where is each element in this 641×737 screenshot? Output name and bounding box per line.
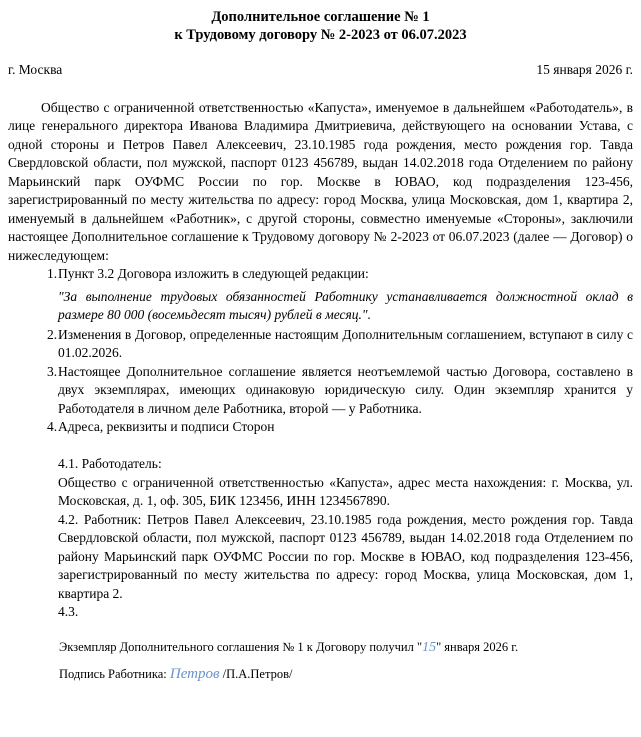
receipt-line <box>59 638 633 657</box>
clause-number: 4. <box>47 419 58 434</box>
doc-title-line1: Дополнительное соглашение № 1 <box>211 9 430 25</box>
employer-heading: 4.1. Работодатель: <box>58 456 162 471</box>
clause-item-2 <box>8 326 633 363</box>
receipt-text-before: Экземпляр Дополнительного соглашения № 1 к Договору получил " <box>59 639 423 654</box>
clause-item-3 <box>8 363 633 419</box>
employer-details: Общество с ограниченной ответственностью «Капуста», адрес места нахождения: г. Москва, ул. Московская, д. 1, оф. 305, БИК 123456, ИНН 1234567890. <box>58 474 633 508</box>
salary-quote: "За выполнение трудовых обязанностей Работнику устанавливается должностной оклад в размере 80 000 (восемьдесят тысяч) рублей в месяц.". <box>58 288 633 322</box>
clause-item-1 <box>8 265 633 325</box>
place-label: г. Москва <box>8 62 63 77</box>
receipt-day-field[interactable]: 15 <box>422 639 437 655</box>
employee-details: 4.2. Работник: Петров Павел Алексеевич, 23.10.1985 года рождения, место рождения гор. Тавда Свердловской области, пол мужской, паспорт 0123 456789, выдан 14.02.2018 года Отделением по району Марьинский парк ОУФМС России по гор. Москве в ЮВАО, код подразделения 123-456, зарегистрированный по месту жительства по адресу: город Москва, улица Московская, дом 1, квартира 2. <box>58 511 633 601</box>
clause-text: Настоящее Дополнительное соглашение является неотъемлемой частью Договора, составлено в двух экземплярах, имеющих одинаковую юридическую силу. Один экземпляр хранится у Работодателя в личном деле Работника, второй — у Работника. <box>58 363 633 416</box>
signature-transcript: /П.А.Петров/ <box>222 666 293 681</box>
clause-text: Пункт 3.2 Договора изложить в следующей редакции: <box>58 266 369 281</box>
clause-number: 2. <box>47 326 58 342</box>
date-label: 15 января 2026 г. <box>536 62 633 77</box>
receipt-text-after: " января 2026 г. <box>436 639 519 654</box>
place-date-row <box>8 61 633 80</box>
final-subclause: 4.3. <box>58 604 79 619</box>
clause-number: 1. <box>47 266 58 281</box>
doc-title-line2: к Трудовому договору № 2-2023 от 06.07.2023 <box>174 27 467 43</box>
clauses-list <box>8 265 633 437</box>
signature-label: Подпись Работника: <box>59 666 167 681</box>
clause-text: Адреса, реквизиты и подписи Сторон <box>58 419 275 434</box>
clause-text: Изменения в Договор, определенные настоящим Дополнительным соглашением, вступают в силу с 01.02.2026. <box>58 326 633 360</box>
signature-field[interactable]: Петров <box>169 665 220 682</box>
clause-item-4 <box>8 418 633 437</box>
clause-number: 3. <box>47 363 58 379</box>
footer-section <box>59 638 633 683</box>
doc-title <box>8 8 633 44</box>
requisites-section <box>58 455 633 622</box>
intro-paragraph: Общество с ограниченной ответственностью «Капуста», именуемое в дальнейшем «Работодатель», в лице генерального директора Иванова Владимира Дмитриевича, действующего на основании Устава, с одной стороны и Петров Павел Алексеевич, 23.10.1985 года рождения, место рождения гор. Тавда Свердловской области, пол мужской, паспорт 0123 456789, выдан 14.02.2018 года Отделением по району Марьинский парк ОУФМС России по гор. Москве в ЮВАО, код подразделения 123-456, зарегистрированный по месту жительства по адресу: город Москва, улица Московская, дом 1, квартира 2, именуемый в дальнейшем «Работник», с другой стороны, совместно именуемые «Стороны», заключили настоящее Дополнительное соглашение к Трудовому договору № 2-2023 от 06.07.2023 (далее — Договор) о нижеследующем: <box>8 99 633 263</box>
signature-line <box>59 665 633 683</box>
